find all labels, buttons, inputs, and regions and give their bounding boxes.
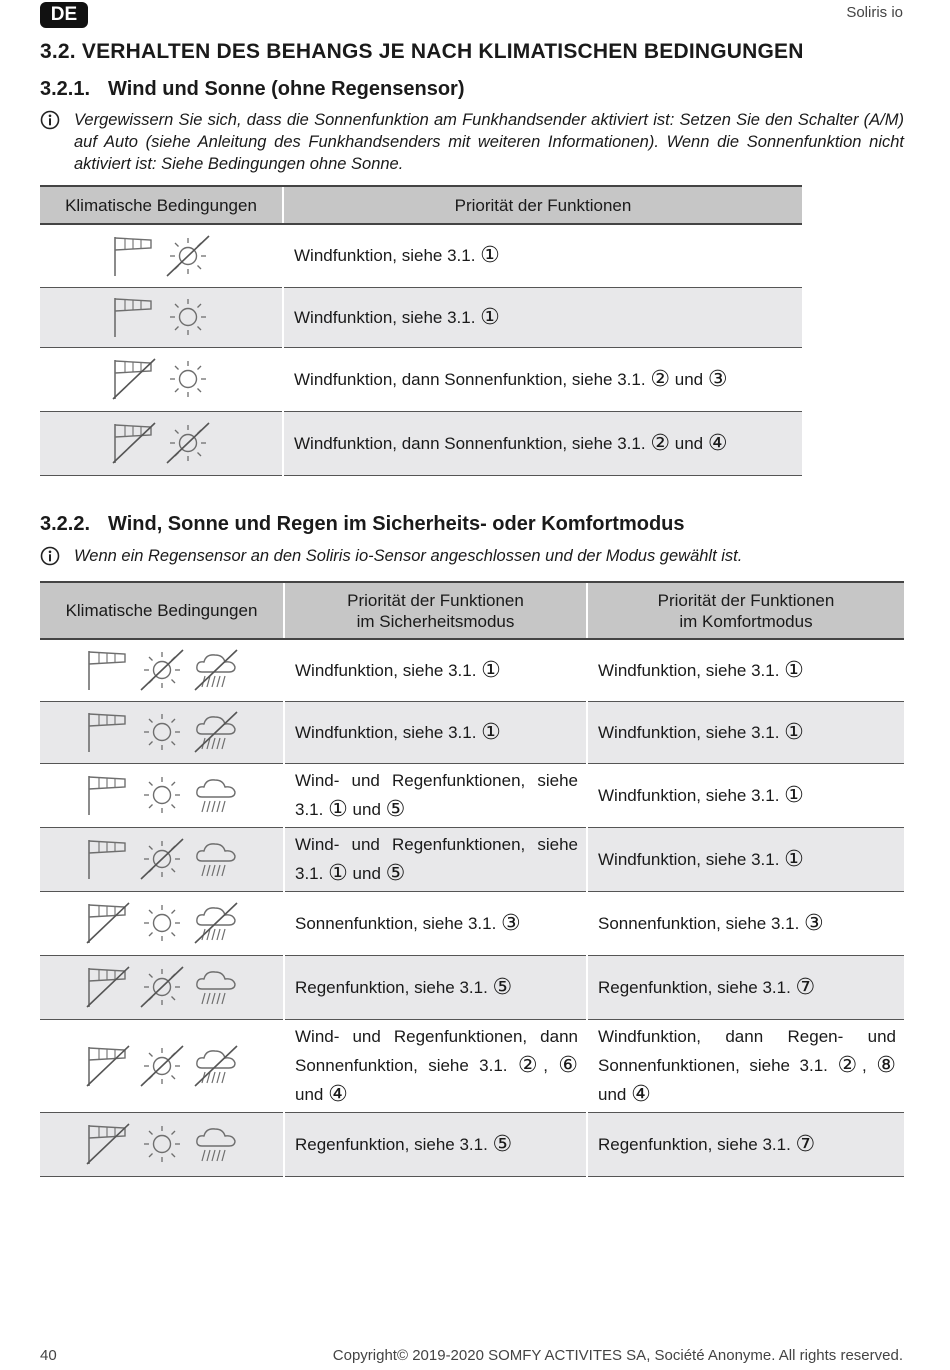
comfort-cell: Windfunktion, siehe 3.1. ① xyxy=(587,827,904,891)
sun-icon xyxy=(139,773,185,817)
info-note-1 xyxy=(40,109,904,175)
no-wind-icon xyxy=(85,1044,131,1088)
table-row xyxy=(40,639,904,701)
table-row xyxy=(40,701,904,763)
no-sun-icon xyxy=(139,837,185,881)
col-header-comfort: Priorität der Funktionen im Komfortmodus xyxy=(587,582,904,639)
comfort-cell: Windfunktion, siehe 3.1. ① xyxy=(587,701,904,763)
wind-icon xyxy=(85,773,131,817)
info-icon xyxy=(40,546,60,572)
rain-icon xyxy=(193,965,239,1009)
safety-cell: Windfunktion, siehe 3.1. ① xyxy=(284,701,587,763)
language-badge: DE xyxy=(40,2,88,28)
col-header-priority: Priorität der Funktionen xyxy=(283,186,802,224)
subsection-text: Wind und Sonne (ohne Regensensor) xyxy=(108,78,465,100)
conditions-cell xyxy=(40,411,283,475)
no-sun-icon xyxy=(165,234,211,278)
comfort-cell: Windfunktion, siehe 3.1. ① xyxy=(587,763,904,827)
subsection-title-2 xyxy=(40,513,685,536)
wind-icon xyxy=(111,234,157,278)
subsection-number: 3.2.2. xyxy=(40,513,91,535)
wind-icon xyxy=(111,295,157,339)
safety-cell: Wind- und Regenfunktionen, dann Sonnenfunktion, siehe 3.1. ②, ⑥ und ④ xyxy=(284,1019,587,1112)
section-title: 3.2. VERHALTEN DES BEHANGS JE NACH KLIMATISCHEN BEDINGUNGEN xyxy=(40,40,804,63)
conditions-cell xyxy=(40,891,284,955)
conditions-cell xyxy=(40,1112,284,1176)
safety-cell: Regenfunktion, siehe 3.1. ⑤ xyxy=(284,955,587,1019)
sun-icon xyxy=(165,357,211,401)
table-row xyxy=(40,891,904,955)
no-rain-icon xyxy=(193,648,239,692)
conditions-cell xyxy=(40,955,284,1019)
no-rain-icon xyxy=(193,1044,239,1088)
subsection-title-1 xyxy=(40,78,464,101)
col-header-conditions: Klimatische Bedingungen xyxy=(40,582,284,639)
safety-cell: Windfunktion, siehe 3.1. ① xyxy=(284,639,587,701)
col-header-safety: Priorität der Funktionen im Sicherheitsmodus xyxy=(284,582,587,639)
rain-icon xyxy=(193,837,239,881)
rain-icon xyxy=(193,773,239,817)
no-wind-icon xyxy=(85,965,131,1009)
comfort-cell: Windfunktion, siehe 3.1. ① xyxy=(587,639,904,701)
conditions-cell xyxy=(40,701,284,763)
no-wind-icon xyxy=(111,421,157,465)
priority-cell: Windfunktion, siehe 3.1. ① xyxy=(283,287,802,347)
no-wind-icon xyxy=(85,901,131,945)
wind-icon xyxy=(85,710,131,754)
col-header-conditions: Klimatische Bedingungen xyxy=(40,186,283,224)
note-text: Wenn ein Regensensor an den Soliris io-Sensor angeschlossen und der Modus gewählt ist. xyxy=(74,547,743,565)
comfort-cell: Regenfunktion, siehe 3.1. ⑦ xyxy=(587,1112,904,1176)
wind-icon xyxy=(85,648,131,692)
no-sun-icon xyxy=(139,965,185,1009)
no-rain-icon xyxy=(193,901,239,945)
table-row xyxy=(40,1112,904,1176)
safety-cell: Wind- und Regenfunktionen, siehe 3.1. ① und ⑤ xyxy=(284,763,587,827)
no-rain-icon xyxy=(193,710,239,754)
safety-cell: Regenfunktion, siehe 3.1. ⑤ xyxy=(284,1112,587,1176)
sun-icon xyxy=(139,1122,185,1166)
table-row xyxy=(40,224,802,287)
comfort-cell: Windfunktion, dann Regen- und Sonnenfunktionen, siehe 3.1. ②, ⑧ und ④ xyxy=(587,1019,904,1112)
safety-cell: Sonnenfunktion, siehe 3.1. ③ xyxy=(284,891,587,955)
table-row xyxy=(40,287,802,347)
conditions-table-1 xyxy=(40,185,802,476)
conditions-cell xyxy=(40,639,284,701)
sun-icon xyxy=(139,901,185,945)
conditions-cell xyxy=(40,347,283,411)
table-row xyxy=(40,1019,904,1112)
conditions-cell xyxy=(40,1019,284,1112)
note-text: Vergewissern Sie sich, dass die Sonnenfunktion am Funkhandsender aktiviert ist: Setzen Sie den Schalter (A/M) auf Auto (siehe Anleitung des Funkhandsenders mit weiteren Informationen). Wenn die Sonnenfunktion nicht aktiviert ist: Siehe Bedingungen ohne Sonne. xyxy=(74,111,904,173)
no-sun-icon xyxy=(165,421,211,465)
priority-cell: Windfunktion, dann Sonnenfunktion, siehe 3.1. ② und ④ xyxy=(283,411,802,475)
page-number: 40 xyxy=(40,1347,57,1364)
subsection-number: 3.2.1. xyxy=(40,78,91,100)
conditions-cell xyxy=(40,287,283,347)
no-sun-icon xyxy=(139,1044,185,1088)
no-sun-icon xyxy=(139,648,185,692)
table-row xyxy=(40,763,904,827)
no-wind-icon xyxy=(111,357,157,401)
comfort-cell: Regenfunktion, siehe 3.1. ⑦ xyxy=(587,955,904,1019)
rain-icon xyxy=(193,1122,239,1166)
product-name: Soliris io xyxy=(846,4,903,21)
priority-cell: Windfunktion, siehe 3.1. ① xyxy=(283,224,802,287)
conditions-cell xyxy=(40,763,284,827)
info-note-2 xyxy=(40,545,904,567)
wind-icon xyxy=(85,837,131,881)
no-wind-icon xyxy=(85,1122,131,1166)
sun-icon xyxy=(139,710,185,754)
table-row xyxy=(40,411,802,475)
priority-cell: Windfunktion, dann Sonnenfunktion, siehe 3.1. ② und ③ xyxy=(283,347,802,411)
conditions-table-2 xyxy=(40,581,904,1177)
safety-cell: Wind- und Regenfunktionen, siehe 3.1. ① und ⑤ xyxy=(284,827,587,891)
sun-icon xyxy=(165,295,211,339)
copyright: Copyright© 2019-2020 SOMFY ACTIVITES SA, Société Anonyme. All rights reserved. xyxy=(332,1347,903,1364)
comfort-cell: Sonnenfunktion, siehe 3.1. ③ xyxy=(587,891,904,955)
info-icon xyxy=(40,110,60,136)
table-row xyxy=(40,347,802,411)
conditions-cell xyxy=(40,224,283,287)
table-row xyxy=(40,955,904,1019)
conditions-cell xyxy=(40,827,284,891)
table-row xyxy=(40,827,904,891)
subsection-text: Wind, Sonne und Regen im Sicherheits- oder Komfortmodus xyxy=(108,513,685,535)
